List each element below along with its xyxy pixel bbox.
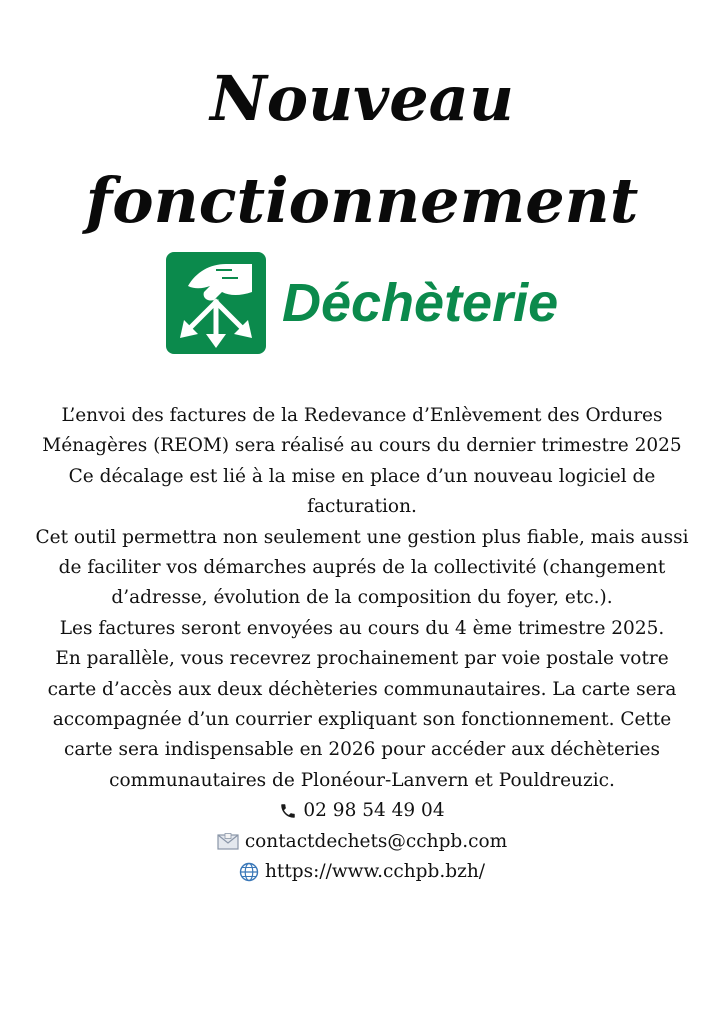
paragraph-software: Ce décalage est lié à la mise en place d’un nouveau logiciel de facturation. [68, 465, 656, 518]
email-link[interactable]: contactdechets@cchpb.com [244, 830, 508, 852]
phone-number: 02 98 54 49 04 [303, 800, 445, 822]
decheterie-logo [166, 252, 566, 356]
notice-body [30, 401, 694, 888]
paragraph-invoice-quarter: Les factures seront envoyées au cours du 4 ème trimestre 2025. [59, 617, 665, 639]
envelope-icon [217, 833, 239, 851]
globe-icon [239, 862, 259, 882]
paragraph-tool-benefits: Cet outil permettra non seulement une gestion plus fiable, mais aussi de faciliter vos démarches auprés de la collectivité (changement d’adresse, évolution de la composition du foyer, etc.). [35, 526, 689, 609]
paragraph-access-card: En parallèle, vous recevrez prochainement par voie postale votre carte d’accès aux deux déchèteries communautaires. La carte sera accompagnée d’un courrier expliquant son fonctionnement. Cette carte sera indispensable en 2026 pour accéder aux déchèteries communautaires de Plonéour-Lanvern et Pouldreuzic. [47, 648, 677, 791]
paragraph-invoice-timing: L’envoi des factures de la Redevance d’Enlèvement des Ordures Ménagères (REOM) sera réalisé au cours du dernier trimestre 2025 [42, 405, 682, 457]
title-line-2: fonctionnement [85, 164, 639, 237]
contact-email [30, 827, 694, 857]
phone-icon [279, 802, 297, 820]
title-line-1: Nouveau [210, 62, 514, 135]
contact-website [30, 857, 694, 887]
website-link[interactable]: https://www.cchpb.bzh/ [265, 861, 485, 883]
logo-wordmark: Déchèterie [282, 273, 559, 333]
recycling-hand-icon [166, 252, 266, 354]
contact-phone [30, 796, 694, 826]
